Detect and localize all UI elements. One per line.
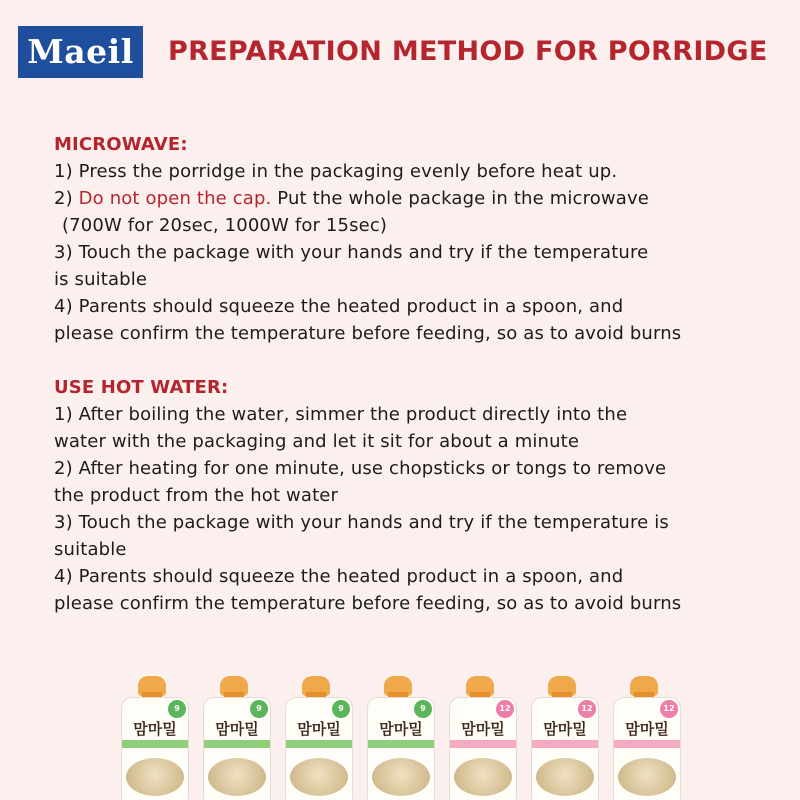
age-badge: 9 — [168, 700, 186, 718]
pouch-brand: 맘마밀 — [461, 720, 505, 738]
pouch-stripe — [614, 740, 680, 748]
age-badge: 9 — [250, 700, 268, 718]
microwave-step-1: 1) Press the porridge in the packaging evenly before heat up. — [54, 161, 618, 182]
product-pouch — [610, 676, 688, 800]
porridge-image — [454, 758, 512, 796]
porridge-image — [208, 758, 266, 796]
age-badge: 12 — [660, 700, 678, 718]
age-badge: 12 — [578, 700, 596, 718]
hot-water-step-3-line-2: suitable — [54, 539, 127, 560]
pouch-brand: 맘마밀 — [543, 720, 587, 738]
pouch-bag — [368, 698, 434, 800]
hot-water-step-1-line-2: water with the packaging and let it sit for about a minute — [54, 431, 580, 452]
microwave-step-3-line-1: 3) Touch the package with your hands and try if the temperature — [54, 242, 649, 263]
product-lineup — [118, 676, 688, 800]
pouch-stripe — [532, 740, 598, 748]
product-pouch — [200, 676, 278, 800]
microwave-step-2-prefix: 2) — [54, 188, 79, 209]
hot-water-step-1-line-1: 1) After boiling the water, simmer the product directly into the — [54, 404, 628, 425]
hot-water-step-3-line-1: 3) Touch the package with your hands and try if the temperature is — [54, 512, 669, 533]
hot-water-heading: USE HOT WATER: — [54, 377, 229, 398]
pouch-bag — [614, 698, 680, 800]
product-pouch — [528, 676, 606, 800]
microwave-heading: MICROWAVE: — [54, 134, 188, 155]
pouch-brand: 맘마밀 — [215, 720, 259, 738]
product-pouch — [446, 676, 524, 800]
pouch-bag — [450, 698, 516, 800]
microwave-step-2-warning: Do not open the cap. — [78, 188, 272, 209]
age-badge: 12 — [496, 700, 514, 718]
hot-water-step-4-line-2: please confirm the temperature before feeding, so as to avoid burns — [54, 593, 682, 614]
product-pouch — [282, 676, 360, 800]
pouch-bag — [204, 698, 270, 800]
pouch-bag — [286, 698, 352, 800]
section-spacer — [54, 347, 774, 374]
pouch-brand: 맘마밀 — [379, 720, 423, 738]
microwave-step-2-detail: (700W for 20sec, 1000W for 15sec) — [62, 215, 388, 236]
instructions — [54, 131, 774, 617]
maeil-logo: Maeil — [18, 26, 143, 78]
page-title: PREPARATION METHOD FOR PORRIDGE — [168, 36, 768, 67]
hot-water-step-4-line-1: 4) Parents should squeeze the heated product in a spoon, and — [54, 566, 624, 587]
microwave-step-3-line-2: is suitable — [54, 269, 148, 290]
microwave-step-4-line-1: 4) Parents should squeeze the heated product in a spoon, and — [54, 296, 624, 317]
pouch-brand: 맘마밀 — [133, 720, 177, 738]
pouch-stripe — [122, 740, 188, 748]
porridge-image — [536, 758, 594, 796]
age-badge: 9 — [414, 700, 432, 718]
product-pouch — [118, 676, 196, 800]
pouch-stripe — [204, 740, 270, 748]
porridge-image — [126, 758, 184, 796]
pouch-brand: 맘마밀 — [297, 720, 341, 738]
porridge-image — [372, 758, 430, 796]
pouch-stripe — [286, 740, 352, 748]
microwave-step-2-rest: Put the whole package in the microwave — [271, 188, 649, 209]
pouch-stripe — [450, 740, 516, 748]
microwave-step-4-line-2: please confirm the temperature before feeding, so as to avoid burns — [54, 323, 682, 344]
age-badge: 9 — [332, 700, 350, 718]
porridge-image — [290, 758, 348, 796]
hot-water-step-2-line-1: 2) After heating for one minute, use chopsticks or tongs to remove — [54, 458, 667, 479]
porridge-image — [618, 758, 676, 796]
pouch-brand: 맘마밀 — [625, 720, 669, 738]
hot-water-step-2-line-2: the product from the hot water — [54, 485, 339, 506]
product-pouch — [364, 676, 442, 800]
pouch-bag — [122, 698, 188, 800]
microwave-step-2 — [54, 185, 774, 212]
pouch-bag — [532, 698, 598, 800]
pouch-stripe — [368, 740, 434, 748]
